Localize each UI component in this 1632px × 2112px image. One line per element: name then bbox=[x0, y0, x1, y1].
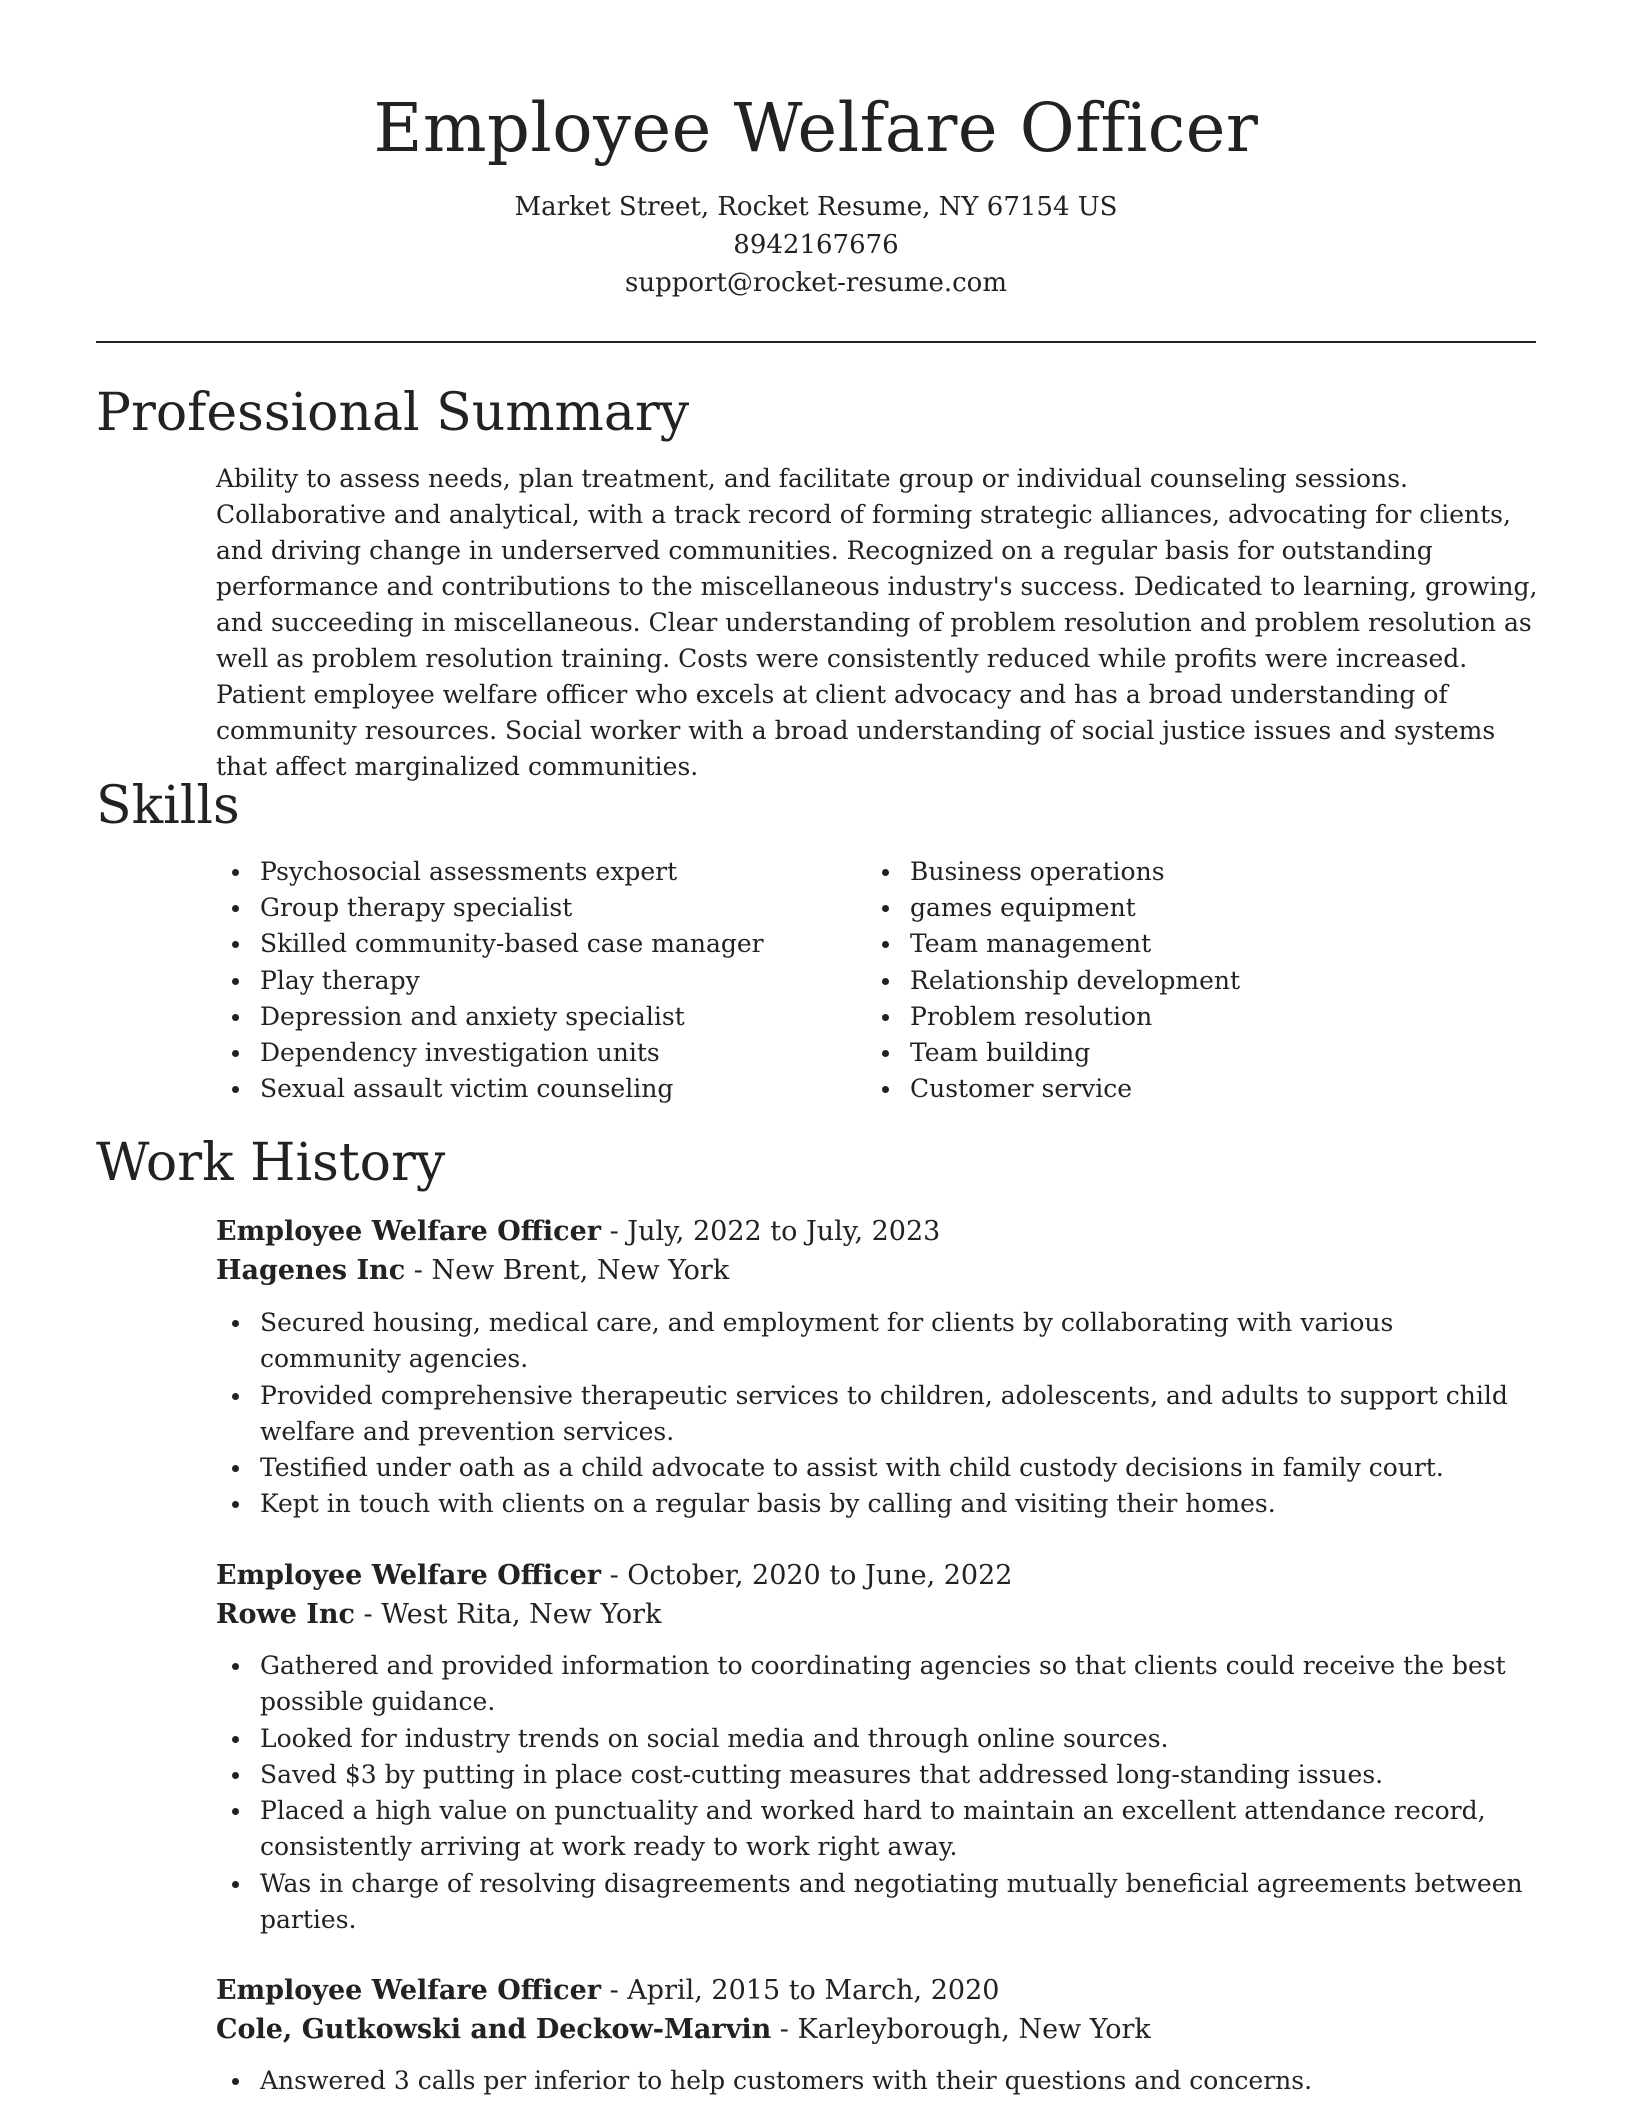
job-entry bbox=[216, 1971, 1541, 2095]
company-location: - Karleyborough, New York bbox=[771, 2014, 1151, 2045]
resume-header bbox=[0, 0, 1632, 302]
skill-item: Depression and anxiety specialist bbox=[216, 999, 836, 1035]
job-bullet: Answered 3 calls per inferior to help customers with their questions and concerns. bbox=[216, 2063, 1541, 2099]
job-title: Employee Welfare Officer bbox=[216, 1560, 601, 1591]
skill-item: Relationship development bbox=[866, 963, 1536, 999]
job-company-line bbox=[216, 2010, 1541, 2049]
skill-item: Dependency investigation units bbox=[216, 1035, 836, 1071]
contact-info bbox=[0, 188, 1632, 302]
job-entry bbox=[216, 1212, 1541, 1519]
job-bullet: Provided comprehensive therapeutic services to children, adolescents, and adults to support child welfare and prevention services. bbox=[216, 1378, 1541, 1451]
skill-item: Psychosocial assessments expert bbox=[216, 854, 836, 890]
company-name: Cole, Gutkowski and Deckow-Marvin bbox=[216, 2014, 772, 2045]
header-divider bbox=[96, 341, 1536, 343]
job-bullet: Kept in touch with clients on a regular basis by calling and visiting their homes. bbox=[216, 1486, 1541, 1522]
job-entry bbox=[216, 1556, 1541, 1935]
work-history-heading: Work History bbox=[96, 1133, 446, 1193]
company-location: - West Rita, New York bbox=[354, 1599, 662, 1630]
job-dates: - April, 2015 to March, 2020 bbox=[601, 1975, 1000, 2006]
skills-heading: Skills bbox=[96, 776, 240, 836]
job-title: Employee Welfare Officer bbox=[216, 1216, 601, 1247]
job-bullet: Was in charge of resolving disagreements and negotiating mutually beneficial agreements between parties. bbox=[216, 1866, 1541, 1939]
job-bullet: Secured housing, medical care, and employment for clients by collaborating with various community agencies. bbox=[216, 1305, 1541, 1378]
skill-item: Problem resolution bbox=[866, 999, 1536, 1035]
candidate-name: Employee Welfare Officer bbox=[373, 89, 1259, 167]
job-title: Employee Welfare Officer bbox=[216, 1975, 601, 2006]
job-title-line bbox=[216, 1556, 1541, 1595]
company-name: Hagenes Inc bbox=[216, 1255, 406, 1286]
skill-item: Team management bbox=[866, 926, 1536, 962]
job-bullet: Gathered and provided information to coordinating agencies so that clients could receive the best possible guidance. bbox=[216, 1648, 1541, 1721]
job-bullets bbox=[216, 1305, 1541, 1523]
company-location: - New Brent, New York bbox=[405, 1255, 730, 1286]
job-bullets bbox=[216, 2063, 1541, 2099]
company-name: Rowe Inc bbox=[216, 1599, 355, 1630]
skills-list-left bbox=[216, 854, 836, 1107]
job-bullets bbox=[216, 1648, 1541, 1938]
phone-text: 8942167676 bbox=[733, 230, 899, 260]
job-bullet: Looked for industry trends on social media and through online sources. bbox=[216, 1721, 1541, 1757]
skill-item: Play therapy bbox=[216, 963, 836, 999]
job-title-line bbox=[216, 1212, 1541, 1251]
skill-item: games equipment bbox=[866, 890, 1536, 926]
skill-item: Customer service bbox=[866, 1071, 1536, 1107]
summary-text: Ability to assess needs, plan treatment, and facilitate group or individual counseling sessions. Collaborative and analytical, with a track record of forming strategic alliances, advocating for clients, and driving change in underserved communities. Recognized on a regular basis for outstanding performance and contributions to the miscellaneous industry's success. Dedicated to learning, growing, and succeeding in miscellaneous. Clear understanding of problem resolution and problem resolution as well as problem resolution training. Costs were consistently reduced while profits were increased. Patient employee welfare officer who excels at client advocacy and has a broad understanding of community resources. Social worker with a broad understanding of social justice issues and systems that affect marginalized communities. bbox=[216, 464, 1538, 781]
job-bullet: Placed a high value on punctuality and worked hard to maintain an excellent attendance record, consistently arriving at work ready to work right away. bbox=[216, 1793, 1541, 1866]
job-title-line bbox=[216, 1971, 1541, 2010]
skill-item: Business operations bbox=[866, 854, 1536, 890]
job-dates: - July, 2022 to July, 2023 bbox=[601, 1216, 941, 1247]
summary-heading: Professional Summary bbox=[96, 383, 690, 443]
email-text: support@rocket-resume.com bbox=[624, 268, 1007, 298]
skill-item: Group therapy specialist bbox=[216, 890, 836, 926]
skill-item: Sexual assault victim counseling bbox=[216, 1071, 836, 1107]
skill-item: Skilled community-based case manager bbox=[216, 926, 836, 962]
job-company-line bbox=[216, 1595, 1541, 1634]
address-text: Market Street, Rocket Resume, NY 67154 US bbox=[514, 192, 1118, 222]
job-bullet: Testified under oath as a child advocate to assist with child custody decisions in family court. bbox=[216, 1450, 1541, 1486]
job-company-line bbox=[216, 1251, 1541, 1290]
skills-list-right bbox=[866, 854, 1536, 1107]
skill-item: Team building bbox=[866, 1035, 1536, 1071]
job-bullet: Saved $3 by putting in place cost-cutting measures that addressed long-standing issues. bbox=[216, 1757, 1541, 1793]
job-dates: - October, 2020 to June, 2022 bbox=[601, 1560, 1013, 1591]
